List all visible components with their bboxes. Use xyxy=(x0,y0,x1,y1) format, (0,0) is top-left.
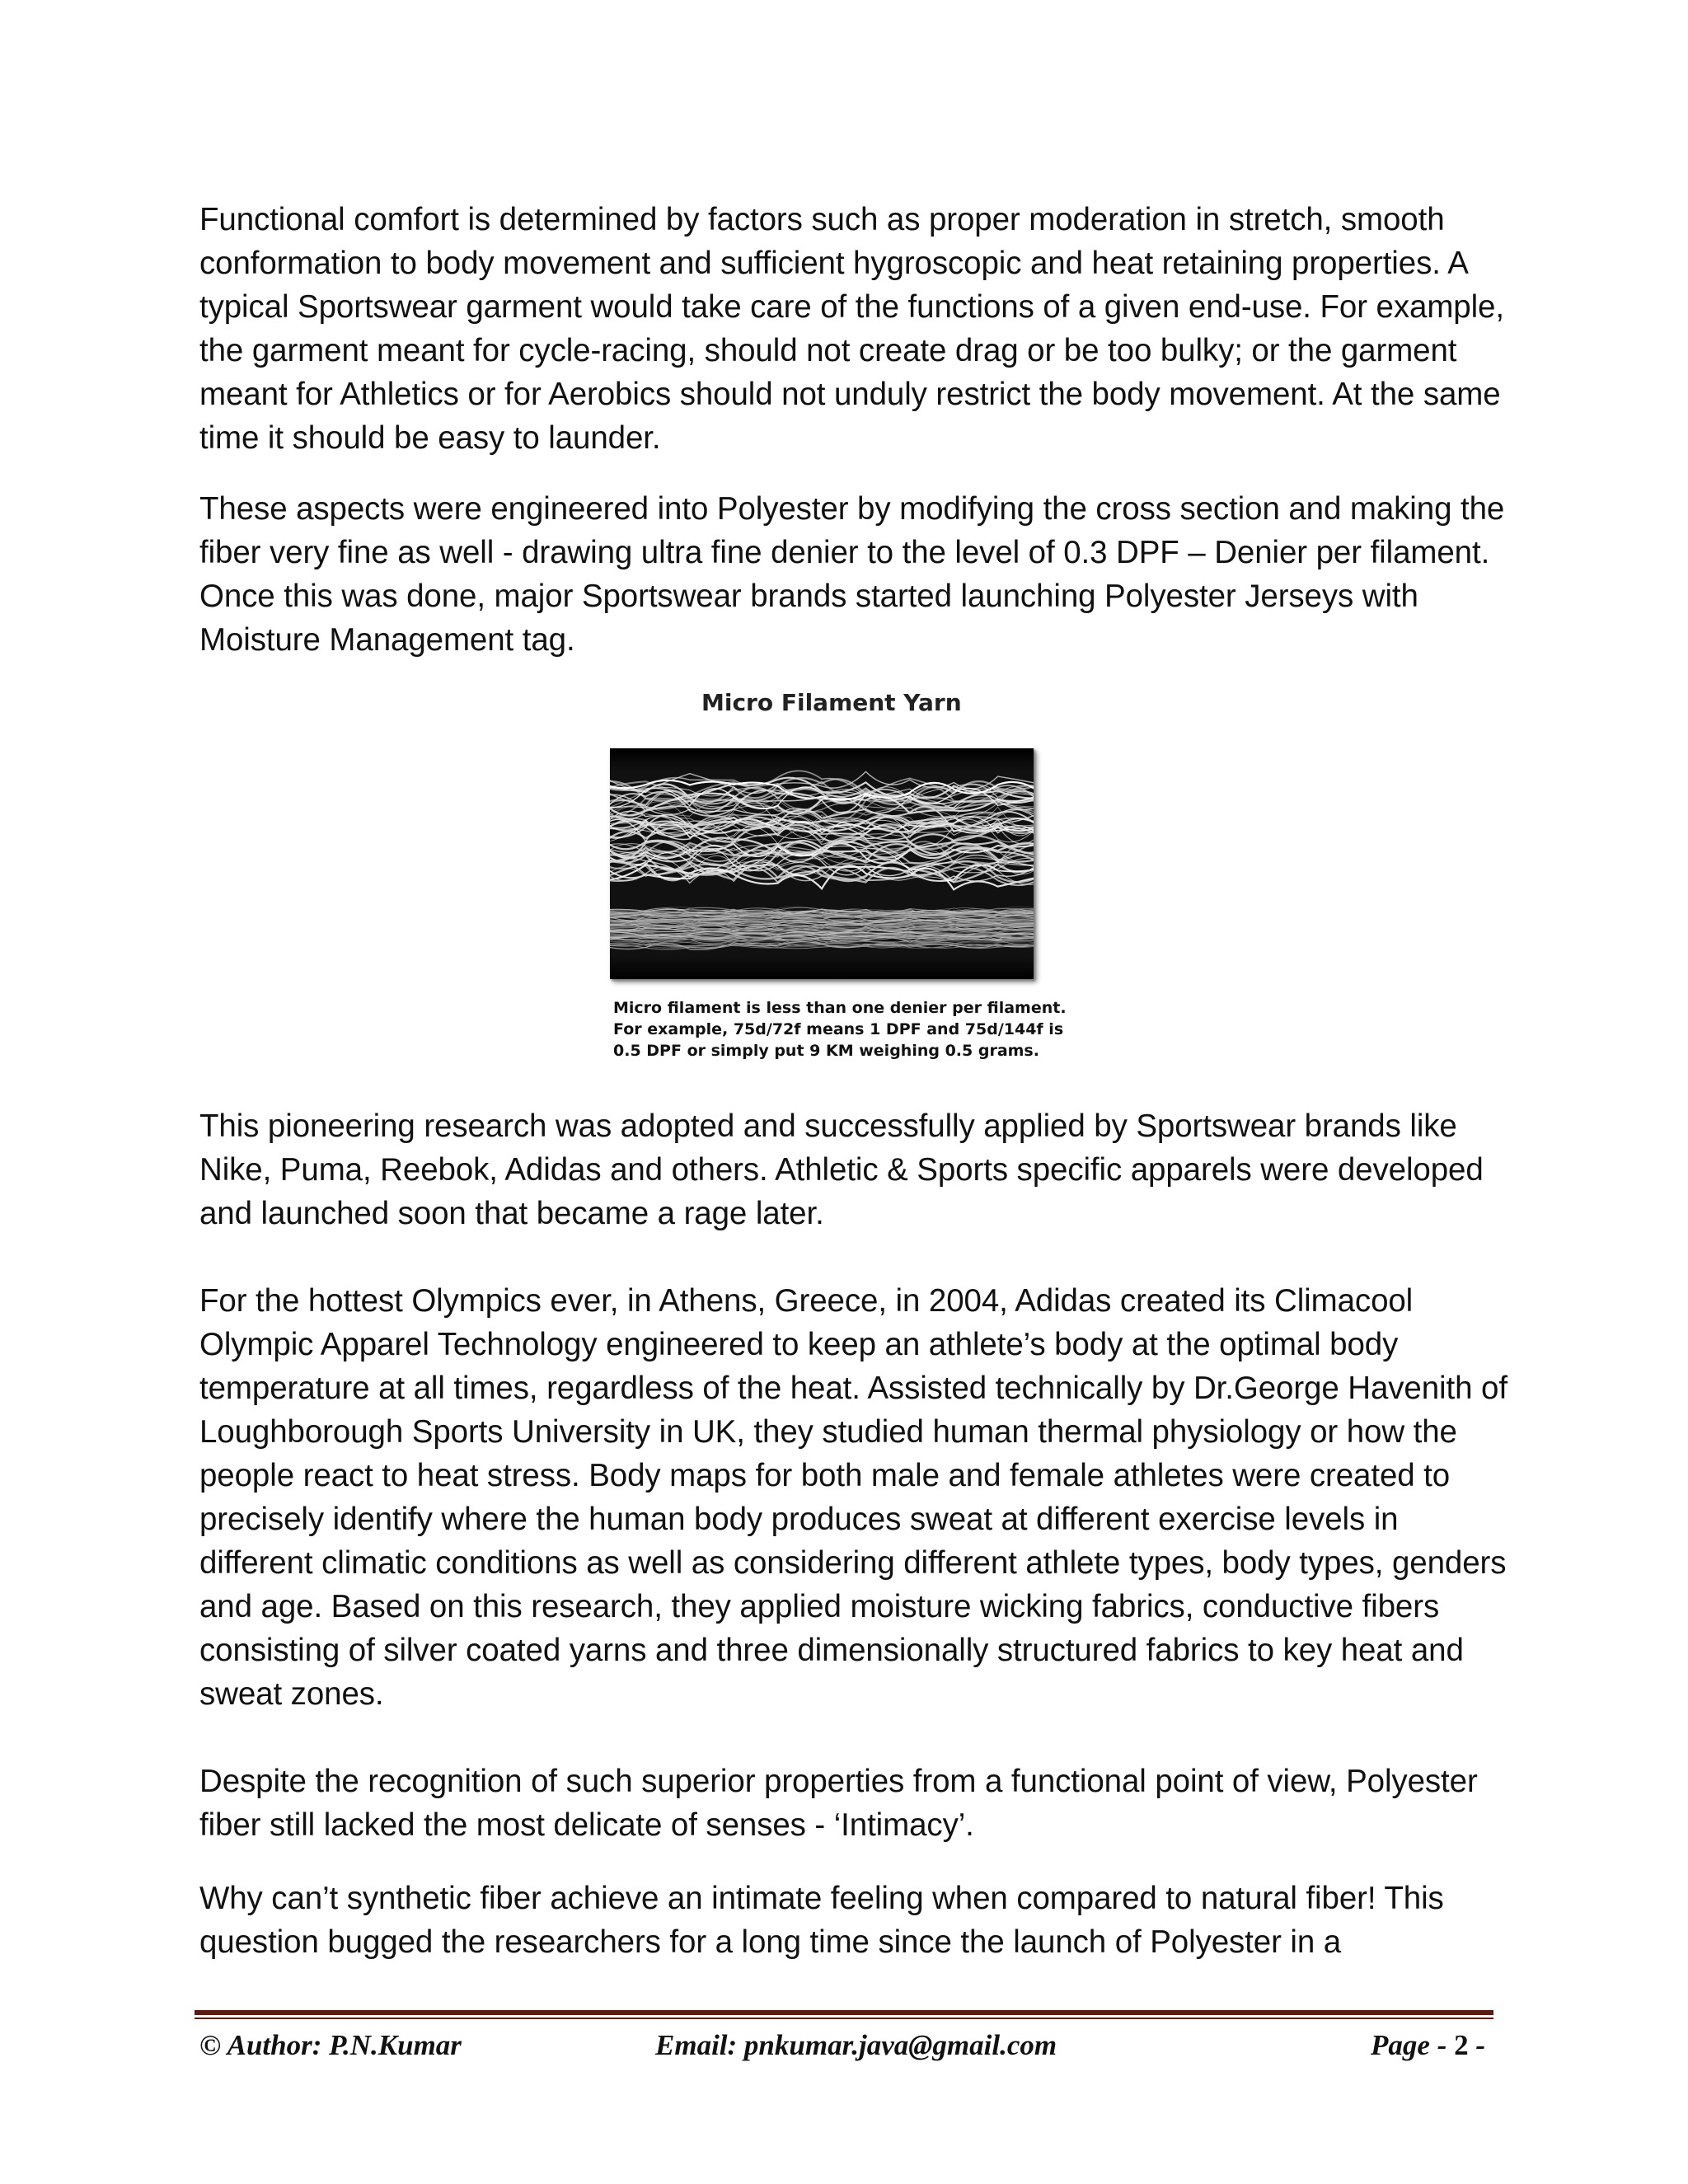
micro-filament-yarn-image xyxy=(610,748,1034,979)
footer-page-number xyxy=(1371,2029,1485,2062)
footer-divider xyxy=(195,2010,1493,2015)
footer-page-label: Page - xyxy=(1371,2029,1447,2061)
paragraph-athens-olympics: For the hottest Olympics ever, in Athens, Greece, in 2004, Adidas created its Climacool Olympic Apparel Technology engineered to keep an athlete’s body at the optimal body temperature at all times, regardless of the heat. Assisted technically by Dr.George Havenith of Loughborough Sports University in UK, they studied human thermal physiology or how the people react to heat stress. Body maps for both male and female athletes were created to precisely identify where the human body produces sweat at different exercise levels in different climatic conditions as well as considering different athlete types, body types, genders and age. Based on this research, they applied moisture wicking fabrics, conductive fibers consisting of silver coated yarns and three dimensionally structured fabrics to key heat and sweat zones. xyxy=(199,1283,1507,1712)
figure-caption xyxy=(613,997,1067,1062)
yarn-fibers-graphic xyxy=(610,748,1034,979)
figure-caption-line: 0.5 DPF or simply put 9 KM weighing 0.5 grams. xyxy=(613,1042,1039,1060)
paragraph-intimacy: Despite the recognition of such superior properties from a functional point of view, Polyester fiber still lacked the most delicate of senses - ‘Intimacy’. xyxy=(199,1764,1478,1843)
paragraph-polyester-engineering: These aspects were engineered into Polyester by modifying the cross section and making the fiber very fine as well - drawing ultra fine denier to the level of 0.3 DPF – Denier per filament. Once this was done, major Sportswear brands started launching Polyester Jerseys with Moisture Management tag. xyxy=(199,491,1505,658)
footer-email: Email: pnkumar.java@gmail.com xyxy=(655,2029,1057,2061)
figure-caption-line: For example, 75d/72f means 1 DPF and 75d/144f is xyxy=(613,1020,1064,1038)
footer-author: © Author: P.N.Kumar xyxy=(199,2029,462,2061)
page-number-value: 2 xyxy=(1454,2029,1469,2061)
paragraph-pioneering-research: This pioneering research was adopted and successfully applied by Sportswear brands like Nike, Puma, Reebok, Adidas and others. Athletic & Sports specific apparels were developed and launched soon that became a rage later. xyxy=(199,1108,1484,1231)
footer-divider-thin xyxy=(195,2018,1493,2019)
footer-page-suffix: - xyxy=(1475,2029,1485,2061)
figure-caption-line: Micro filament is less than one denier per filament. xyxy=(613,999,1067,1017)
paragraph-synthetic-fiber-question: Why can’t synthetic fiber achieve an intimate feeling when compared to natural fiber! This question bugged the researchers for a long time since the launch of Polyester in a xyxy=(199,1881,1444,1960)
paragraph-functional-comfort: Functional comfort is determined by factors such as proper moderation in stretch, smooth conformation to body movement and sufficient hygroscopic and heat retaining properties. A typical Sportswear garment would take care of the functions of a given end-use. For example, the garment meant for cycle-racing, should not create drag or be too bulky; or the garment meant for Athletics or for Aerobics should not unduly restrict the body movement. At the same time it should be easy to launder. xyxy=(199,202,1504,456)
figure-title: Micro Filament Yarn xyxy=(701,689,962,716)
